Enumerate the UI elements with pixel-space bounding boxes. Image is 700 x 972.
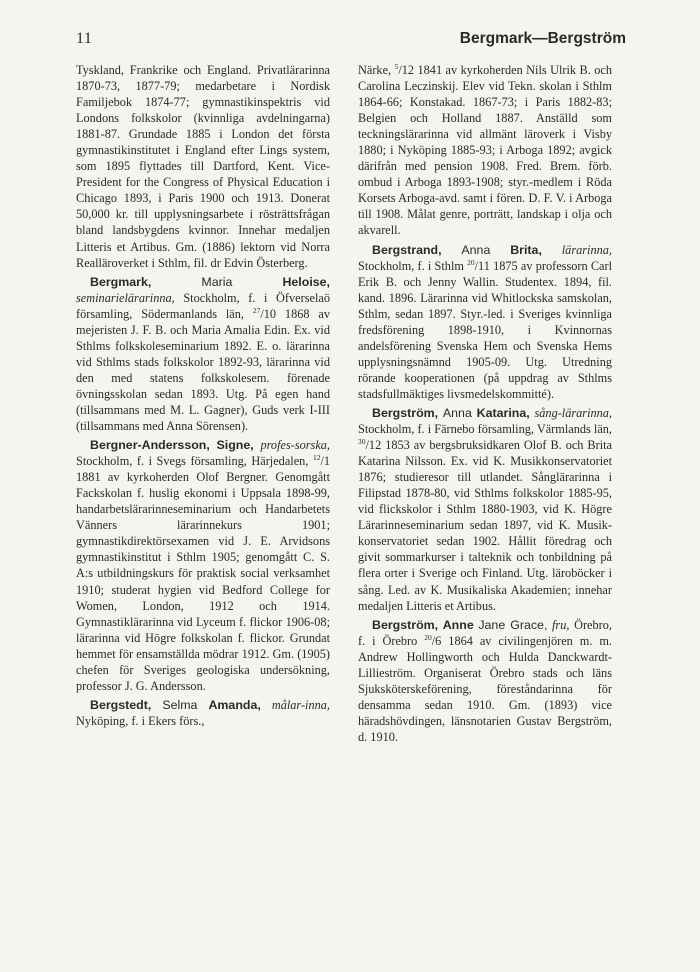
entry-given-name-bold-text: Heloise, [282, 274, 330, 289]
entry-occupation: lärarinna, [561, 242, 612, 257]
date-day: 5 [394, 61, 399, 71]
date-month: /1 [320, 454, 331, 469]
entry-occupation: målar-inna, [271, 697, 330, 712]
entry-bergmark [76, 274, 330, 434]
page-number: 11 [76, 30, 93, 47]
date-day: 27 [252, 305, 261, 315]
entry-given-name-bold [208, 698, 260, 712]
entry-text: 1841 av kyrkoherden Nils Ulrik B. och Carolina Leczinskij. Elev vid Tekn. skolan i Sthlm 1864-66; Konstakad. 1867-73; i Paris 1882-83; Belgien och Holland 1887. Anställd som teckningslärarinna vid allmänt läroverk i Visby 1880; i Nyköping 1885-93; i Arboga 1892; avgick därifrån med pension 1908. Fred. Brem. förb. ombud i Arboga 1893-1908; styr.-medlem i Röda Korsets Arboga-avd. samt i fören. D. F. V. i Arboga till 1908. Målat genre, porträtt, landskap i olja och akvarell. [358, 63, 613, 238]
entry-text: Örebro, f. i Örebro [358, 617, 612, 648]
entry-given-name-bold [282, 275, 330, 289]
entry-occupation: sång-lärarinna, [534, 405, 613, 420]
entry-text: Stockholm, f. i Svegs församling, Härjedalen, [76, 454, 309, 469]
entry-surname: Bergström, [372, 405, 439, 420]
date-month: /11 [474, 258, 490, 273]
entry-bergstrom-anne [358, 617, 612, 745]
entry-surname: Bergström, [372, 617, 439, 632]
page-header [76, 30, 626, 54]
entry-given-name-bold-text: Katarina, [476, 405, 530, 420]
entry-given-name-bold-text: Amanda, [208, 697, 261, 712]
date-month: /10 [260, 306, 277, 321]
entry-text: Nyköping, f. i Ekers förs., [76, 713, 205, 728]
entry-text: Närke, [358, 63, 392, 77]
entry-given-name: Jane Grace, [478, 617, 548, 632]
date-day: 20 [424, 632, 432, 642]
entry-given-name: Anna [461, 242, 491, 257]
date-month: /12 [365, 438, 382, 453]
entry-occupation: seminarielärarinna, [76, 290, 175, 305]
date-month: /12 [398, 63, 415, 77]
entry-continuation: Tyskland, Frankrike och England. Privatlärarinna 1870-73, 1877-79; medarbetare i Nordisk Familjebok 1874-77; gymnastikinspektris vid Londons folkskolor (kvinnliga avdelningarna) 1881-87. Grundade 1885 i London det första gymnastikinstitutet i England efter Lings system, som 1895 flyttades till Dartford, Kent. Vice-President for the Congress of Physical Education i Chicago 1893, i Paris 1900 och 1913. Donerat 50,000 kr. till upplysningsarbete i rösträttsfrågan bland landsbygdens kvinnor. Innehar medaljen Litteris et Artibus. Gm. (1886) lektorn vid Norra Realläroverket i Sthlm, fil. dr Edvin Österberg. [76, 63, 330, 270]
entry-surname: Bergstrand, [372, 242, 442, 257]
entry-surname: Bergstedt, [90, 697, 152, 712]
entry-given-name: Maria [201, 274, 233, 289]
date-month: /6 [431, 633, 442, 648]
entry-given-name-bold-text: Anne [442, 617, 474, 632]
entry-bergstedt [76, 697, 330, 729]
date-day: 30 [358, 436, 366, 446]
entry-text: 1868 av mejeristen J. F. B. och Maria Amalia Edin. Ex. vid Sthlms folkskoleseminarium 1892. E. o. lärarinna vid Sthlms stads folkskolor 1892-93, lärarinna vid den med statens folkskolesem. förenade övningsskolan sedan 1893. Utg. På egen hand (tillsammans med M. L. Gagner), Guds verk I-III (tillsammans med Anna Sörensen). [76, 306, 330, 434]
entry-text: 1853 av bergsbruksidkaren Olof B. och Brita Katarina Nilsson. Ex. vid K. Musikkonservatoriet 1876; studieresor till utlandet. Sånglärarinna i Filipstad 1878-80, vid Sthlms folkskolor 1885-95, vid flickskolor i Sthlm 1880-1903, vid K. Högre Lärarinneseminarium sedan 1897, vid K. Musik-konservatoriet sedan 1902. Hållit föredrag och givit sommarkurser i talteknik och tonbildning på flera orter i Sverige och Finland. Utg. läroböcker i sång. Led. av K. Musikaliska Akademien; innehar medaljen Litteris et Artibus. [358, 438, 613, 613]
entry-given-name-bold [443, 618, 474, 632]
entry-text: Stockholm, f. i Färnebo församling, Värmlands län, [358, 422, 612, 437]
right-column [358, 62, 612, 745]
entry-given-name: Anna [442, 405, 472, 420]
entry-given-name-bold-text: Brita, [510, 242, 542, 257]
entry-given-name-bold [477, 406, 530, 420]
entry-given-name-bold [510, 243, 542, 257]
entry-surname: Bergmark, [90, 274, 152, 289]
date-day: 12 [312, 453, 321, 463]
left-column [76, 62, 330, 729]
entry-occupation: profes-sorska, [260, 438, 331, 453]
entry-text: 1881 av kyrkoherden Olof Bergner. Genomgått Fackskolan f. huslig ekonomi i Uppsala 1898-99, handarbetslärarinneseminarium och Handarbetets Vänners lärarinnekurs 1901; gymnastikdirektörsexamen vid J. E. Arvidsons gymnastikinstitut i Sthlm 1905; genomgått C. S. A:s utbildningskurs för praktisk social verksamhet 1910; studerat hygien vid Bedford College for Women, London, 1912 och 1914. Gymnastiklärarinna vid Lyceum f. flickor 1906-08; lärarinna vid Högre folkskolan f. flickor. Grundat hemmet för ensamställda mödrar 1912. Gm. (1905) chefen för Sveriges geologiska undersökning, professor J. G. Andersson. [76, 470, 330, 693]
entry-text: 1864 av civilingenjören m. m. Andrew Hollingworth och Hulda Danckwardt-Lillieström. Organiserat Örebro stads och läns Sjuksköterskeförening, föreståndarinna för densamma sedan 1910. Gm. (1893) vice häradshövdingen, länsnotarien Gustav Bergström, d. 1910. [358, 633, 613, 744]
entry-bergstrom-anna [358, 405, 612, 614]
entry-bergstrand [358, 242, 612, 402]
entry-surname: Bergner-Andersson, [90, 438, 210, 453]
entry-occupation: fru, [552, 617, 570, 632]
entry-text: Stockholm, f. i Sthlm [358, 258, 464, 273]
entry-given-name: Signe, [216, 438, 254, 453]
entry-bergner-andersson [76, 437, 330, 694]
entry-given-name: Selma [162, 697, 198, 712]
entry-continuation [358, 62, 612, 239]
running-head: Bergmark—Bergström [459, 30, 626, 47]
entry-text: Stockholm, f. i Öfverselaö församling, Södermanlands län, [76, 290, 330, 321]
date-day: 20 [467, 257, 475, 267]
entry-text: 1875 av professorn Carl Erik B. och Jenny Wallin. Studentex. 1894, fil. kand. 1896. Lärarinna vid Whitlockska samskolan, Sthlm, sedan 1897. Styr.-led. i Sveriges kvinnliga fredsförening 1898-1910, i Kvinnornas andelsförening Svenska Hem och Svenska Hems upplysningsnämnd 1905-09. Utg. Utredning rörande kooperationen (på uppdrag av Sthlms stadsfullmäktiges livsmedelskommitté). [358, 258, 612, 401]
